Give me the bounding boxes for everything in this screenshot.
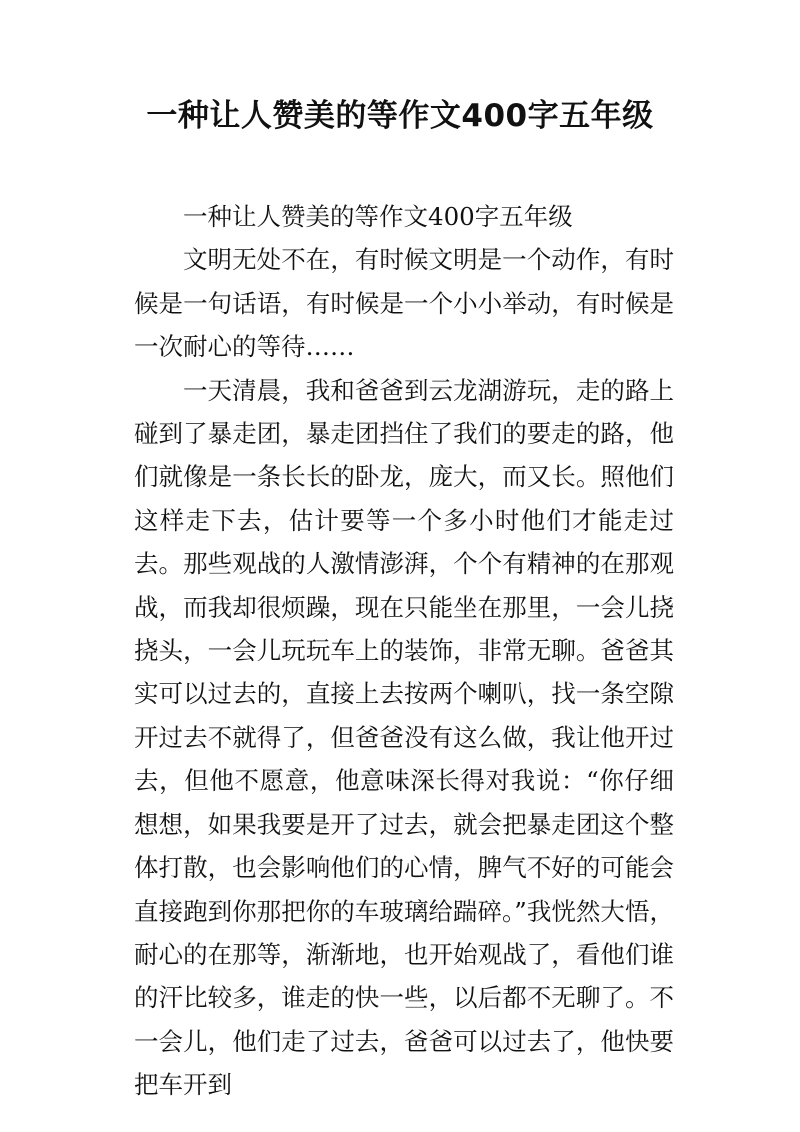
document-title: 一种让人赞美的等作文400字五年级	[146, 98, 654, 134]
document-body	[134, 195, 674, 1107]
paragraph-story: 一天清晨，我和爸爸到云龙湖游玩，走的路上碰到了暴走团，暴走团挡住了我们的要走的路，他们就像是一条长长的卧龙，庞大，而又长。照他们这样走下去，估计要等一个多小时他们才能走过去。那些观战的人激情澎湃，个个有精神的在那观战，而我却很烦躁，现在只能坐在那里，一会儿挠挠头，一会儿玩玩车上的装饰，非常无聊。爸爸其实可以过去的，直接上去按两个喇叭，找一条空隙开过去不就得了，但爸爸没有这么做，我让他开过去，但他不愿意，他意味深长得对我说：“你仔细想想，如果我要是开了过去，就会把暴走团这个整体打散，也会影响他们的心情，脾气不好的可能会直接跑到你那把你的车玻璃给踹碎。”我恍然大悟，耐心的在那等，渐渐地，也开始观战了，看他们谁的汗比较多，谁走的快一些，以后都不无聊了。不一会儿，他们走了过去，爸爸可以过去了，他快要把车开到	[134, 375, 674, 1100]
paragraph-subtitle: 一种让人赞美的等作文400字五年级	[183, 202, 573, 231]
paragraph-intro: 文明无处不在，有时候文明是一个动作，有时候是一句话语，有时候是一个小小举动，有时候是一次耐心的等待……	[134, 245, 674, 362]
